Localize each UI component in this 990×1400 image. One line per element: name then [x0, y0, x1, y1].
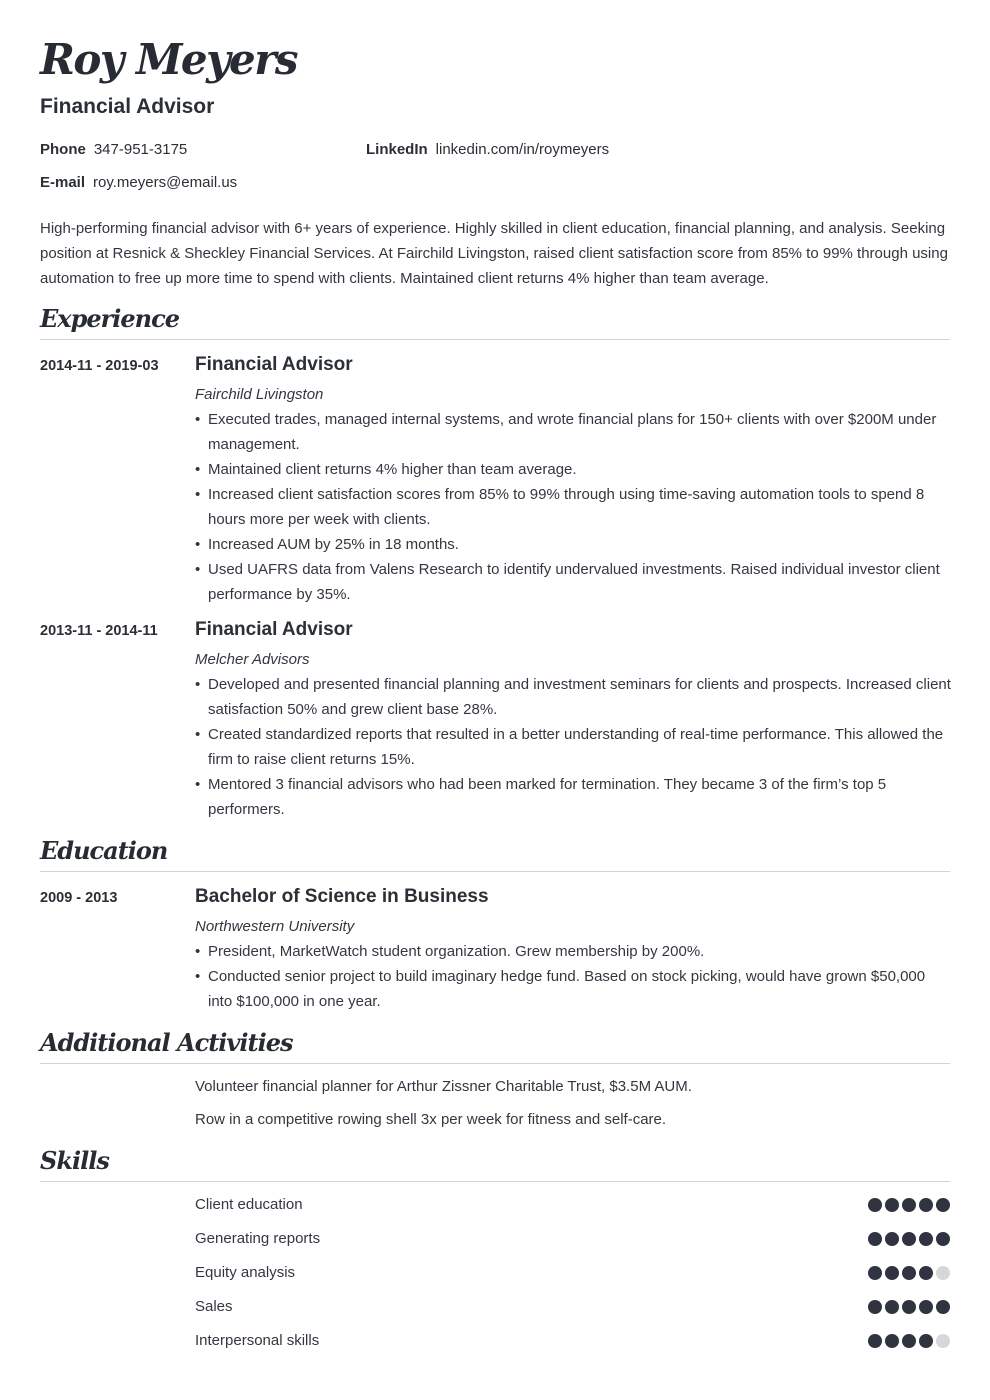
- experience-dates: 2014-11 - 2019-03: [40, 358, 159, 374]
- phone-label: Phone: [40, 141, 86, 158]
- rating-dot-filled: [868, 1334, 882, 1348]
- list-item: • Conducted senior project to build imaginary hedge fund. Based on stock picking, would have grown $50,000 into $100,000 in one year.: [195, 964, 953, 1014]
- candidate-name: Roy Meyers: [40, 35, 298, 84]
- skill-name: Sales: [195, 1298, 233, 1315]
- list-item: • Maintained client returns 4% higher than team average.: [195, 457, 953, 482]
- rating-dot-filled: [902, 1266, 916, 1280]
- experience-company: Melcher Advisors: [195, 651, 310, 668]
- candidate-title: Financial Advisor: [40, 95, 215, 118]
- section-divider: [40, 871, 950, 872]
- rating-dot-filled: [902, 1334, 916, 1348]
- phone-value[interactable]: 347-951-3175: [93, 141, 188, 158]
- list-item: • Executed trades, managed internal systems, and wrote financial plans for 150+ clients with over $200M under management.: [195, 407, 953, 457]
- contact-linkedin: [366, 140, 609, 160]
- skill-row: [195, 1330, 950, 1352]
- linkedin-link[interactable]: linkedin.com/in/roymeyers: [435, 141, 610, 158]
- email-link[interactable]: roy.meyers@email.us: [93, 174, 238, 191]
- skill-name: Equity analysis: [195, 1264, 296, 1281]
- rating-dot-filled: [868, 1232, 882, 1246]
- section-title-education: Education: [40, 836, 168, 865]
- skill-name: Client education: [195, 1196, 303, 1213]
- rating-dot-filled: [902, 1198, 916, 1212]
- rating-dot-filled: [902, 1300, 916, 1314]
- list-item: • Increased AUM by 25% in 18 months.: [195, 532, 953, 557]
- contact-phone: [40, 140, 187, 160]
- rating-dot-filled: [885, 1198, 899, 1212]
- skill-row: [195, 1228, 950, 1250]
- rating-dot-filled: [919, 1232, 933, 1246]
- rating-dot-filled: [868, 1266, 882, 1280]
- skill-row: [195, 1262, 950, 1284]
- section-divider: [40, 1181, 950, 1182]
- rating-dot-filled: [936, 1198, 950, 1212]
- skill-rating: [868, 1198, 950, 1212]
- skill-rating: [868, 1334, 950, 1348]
- list-item: • Developed and presented financial planning and investment seminars for clients and prospects. Increased client satisfaction 50% and grew client base 28%.: [195, 672, 953, 722]
- rating-dot-filled: [902, 1232, 916, 1246]
- rating-dot-filled: [936, 1300, 950, 1314]
- summary-paragraph: High-performing financial advisor with 6+ years of experience. Highly skilled in client education, financial planning, and analysis. Seeking position at Resnick & Sheckley Financial Services. At Fairchild Livingston, raised client satisfaction score from 85% to 99% through using automation to free up more time to spend with clients. Maintained client returns 4% higher than team average.: [40, 220, 948, 287]
- education-school: Northwestern University: [195, 918, 355, 935]
- skill-row: [195, 1296, 950, 1318]
- rating-dot-filled: [885, 1232, 899, 1246]
- rating-dot-filled: [919, 1266, 933, 1280]
- section-divider: [40, 339, 950, 340]
- experience-job-title: Financial Advisor: [195, 354, 353, 375]
- list-item: • Used UAFRS data from Valens Research to identify undervalued investments. Raised individual investor client performance by 35%.: [195, 557, 953, 607]
- contact-email: [40, 173, 237, 193]
- section-divider: [40, 1063, 950, 1064]
- rating-dot-filled: [885, 1266, 899, 1280]
- activity-item: Volunteer financial planner for Arthur Zissner Charitable Trust, $3.5M AUM.: [195, 1078, 692, 1095]
- education-degree: Bachelor of Science in Business: [195, 886, 489, 907]
- section-title-experience: Experience: [40, 304, 180, 333]
- section-title-activities: Additional Activities: [40, 1028, 293, 1057]
- rating-dot-filled: [868, 1300, 882, 1314]
- skill-name: Generating reports: [195, 1230, 321, 1247]
- skill-row: [195, 1194, 950, 1216]
- experience-job-title: Financial Advisor: [195, 619, 353, 640]
- rating-dot-filled: [885, 1300, 899, 1314]
- rating-dot-empty: [936, 1334, 950, 1348]
- experience-bullets: [195, 407, 953, 607]
- experience-bullets: [195, 672, 953, 822]
- rating-dot-filled: [919, 1198, 933, 1212]
- experience-company: Fairchild Livingston: [195, 386, 324, 403]
- skill-rating: [868, 1300, 950, 1314]
- rating-dot-filled: [919, 1334, 933, 1348]
- list-item: • Mentored 3 financial advisors who had been marked for termination. They became 3 of the firm’s top 5 performers.: [195, 772, 953, 822]
- section-title-skills: Skills: [40, 1146, 109, 1175]
- list-item: • Created standardized reports that resulted in a better understanding of real-time performance. This allowed the firm to raise client returns 15%.: [195, 722, 953, 772]
- skill-name: Interpersonal skills: [195, 1332, 320, 1349]
- linkedin-label: LinkedIn: [366, 141, 428, 158]
- experience-dates: 2013-11 - 2014-11: [40, 623, 158, 639]
- rating-dot-filled: [885, 1334, 899, 1348]
- education-bullets: [195, 939, 953, 1014]
- activity-item: Row in a competitive rowing shell 3x per week for fitness and self-care.: [195, 1111, 667, 1128]
- email-label: E-mail: [40, 174, 86, 191]
- rating-dot-empty: [936, 1266, 950, 1280]
- rating-dot-filled: [868, 1198, 882, 1212]
- skill-rating: [868, 1232, 950, 1246]
- rating-dot-filled: [919, 1300, 933, 1314]
- skill-rating: [868, 1266, 950, 1280]
- education-dates: 2009 - 2013: [40, 890, 118, 906]
- list-item: • President, MarketWatch student organization. Grew membership by 200%.: [195, 939, 953, 964]
- rating-dot-filled: [936, 1232, 950, 1246]
- list-item: • Increased client satisfaction scores from 85% to 99% through using time-saving automation tools to spend 8 hours more per week with clients.: [195, 482, 953, 532]
